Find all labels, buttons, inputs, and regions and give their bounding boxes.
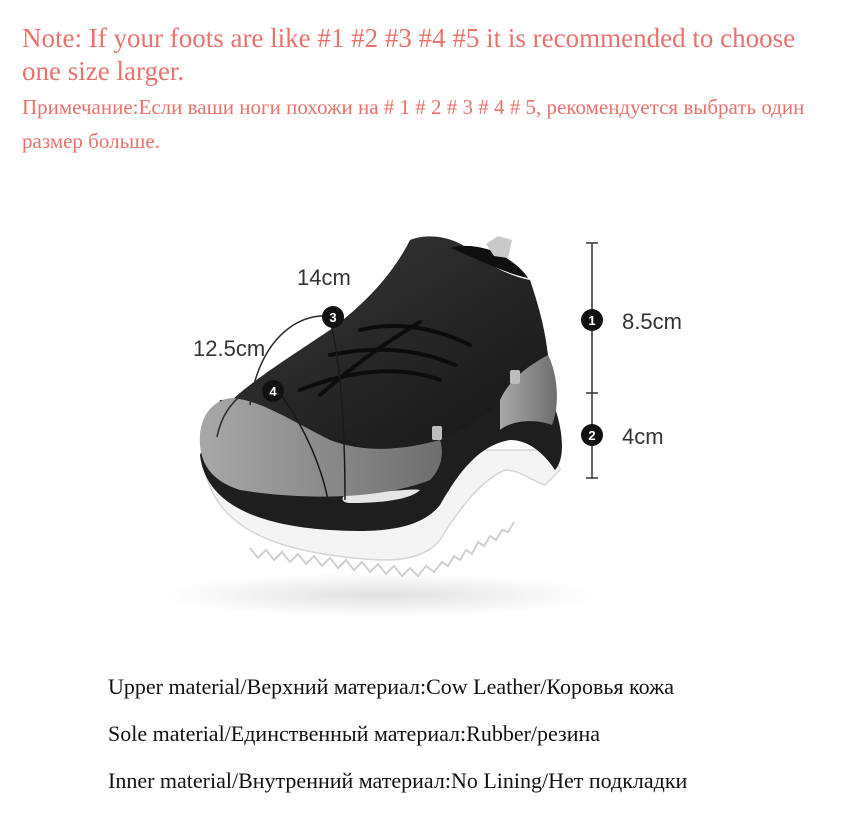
shoe-illustration <box>0 200 850 640</box>
note-russian: Примечание:Если ваши ноги похожи на # 1 # 2 # 3 # 4 # 5, рекомендуется выбрать один размер больше. <box>22 95 805 153</box>
svg-text:4: 4 <box>269 384 277 399</box>
materials-list <box>108 672 828 813</box>
label-instep-14cm: 14cm <box>297 265 351 290</box>
badge-4 <box>262 380 284 402</box>
badge-3 <box>322 306 344 328</box>
badge-2 <box>581 424 603 446</box>
label-height-upper: 8.5cm <box>622 309 682 334</box>
svg-text:1: 1 <box>588 313 596 328</box>
sole-material: Sole material/Единственный материал:Rubber/резина <box>108 721 601 746</box>
svg-text:3: 3 <box>329 310 337 325</box>
label-height-sole: 4cm <box>622 424 664 449</box>
shoe-figure <box>0 200 850 640</box>
shoe-shadow <box>160 573 600 617</box>
label-instep-12.5cm: 12.5cm <box>193 336 266 361</box>
badge-1 <box>581 309 603 331</box>
svg-text:2: 2 <box>588 428 596 443</box>
shoe-eyelet <box>432 426 442 440</box>
shoe-eyelet <box>510 370 520 384</box>
upper-material: Upper material/Верхний материал:Cow Leather/Коровья кожа <box>108 674 675 699</box>
inner-material: Inner material/Внутренний материал:No Lining/Нет подкладки <box>108 768 688 793</box>
note-english: Note: If your foots are like #1 #2 #3 #4 #5 it is recommended to choose one size larger. <box>22 23 796 86</box>
